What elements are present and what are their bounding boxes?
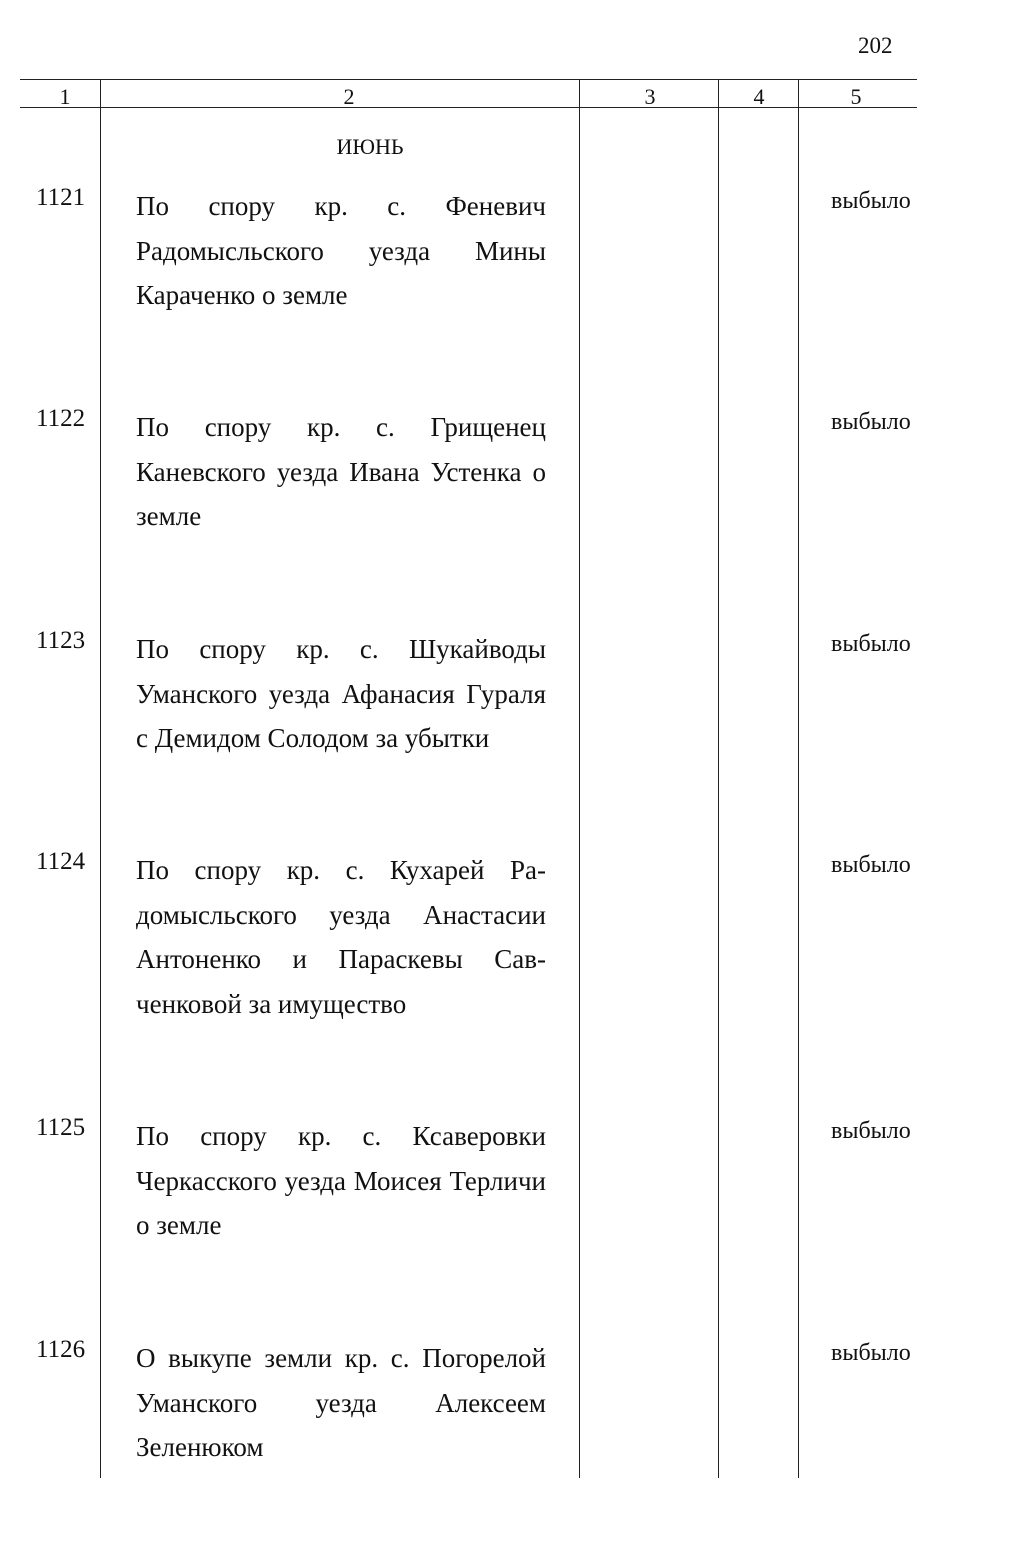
- entry-status: выбыло: [831, 188, 911, 214]
- entry-number: 1124: [36, 848, 86, 875]
- entry-description: [136, 184, 546, 318]
- entry-status: выбыло: [831, 1340, 911, 1366]
- entry-line: Караченко о земле: [136, 280, 348, 310]
- table-header-rule: [20, 107, 917, 108]
- entry-line: По спору кр. с. Кухарей Ра-: [136, 855, 546, 885]
- table-row: [0, 184, 1024, 364]
- entry-line: с Демидом Солодом за убытки: [136, 723, 490, 753]
- entry-status: выбыло: [831, 852, 911, 878]
- entry-description: [136, 1114, 546, 1248]
- entry-line: По спору кр. с. Феневич: [136, 191, 546, 221]
- entry-line: Уманского уезда Афанасия Гураля: [136, 678, 546, 709]
- table-row: [0, 848, 1024, 1068]
- entry-number: 1123: [36, 627, 86, 654]
- entry-number: 1126: [36, 1336, 86, 1363]
- entry-description: [136, 627, 546, 761]
- page-number: 202: [858, 33, 893, 58]
- entry-line: Антоненко и Параскевы Сав-: [136, 944, 546, 974]
- table-row: [0, 405, 1024, 585]
- entry-line: ченковой за имущество: [136, 988, 407, 1019]
- entry-number: 1121: [36, 184, 86, 211]
- table-top-rule: [20, 79, 917, 80]
- column-header-2: 2: [343, 84, 355, 109]
- table-row: [0, 1336, 1024, 1516]
- column-header-1: 1: [59, 84, 71, 109]
- entry-line: домысльского уезда Анастасии: [136, 899, 546, 930]
- entry-description: [136, 405, 546, 539]
- entry-line: о земле: [136, 1210, 222, 1240]
- month-heading: ИЮНЬ: [336, 134, 404, 159]
- column-header-5: 5: [850, 84, 862, 109]
- entry-line: По спору кр. с. Ксаверовки: [136, 1121, 546, 1151]
- column-header-4: 4: [753, 84, 765, 109]
- entry-number: 1122: [36, 405, 86, 432]
- entry-description: [136, 848, 546, 1026]
- entry-line: Каневского уезда Ивана Устенка о: [136, 456, 546, 487]
- entry-line: О выкупе земли кр. с. Погорелой: [136, 1343, 546, 1373]
- entry-line: Радомысльского уезда Мины: [136, 235, 546, 266]
- table-row: [0, 627, 1024, 807]
- column-header-3: 3: [644, 84, 656, 109]
- entry-number: 1125: [36, 1114, 86, 1141]
- entry-status: выбыло: [831, 631, 911, 657]
- entry-line: Черкасского уезда Моисея Терличи: [136, 1165, 546, 1196]
- table-row: [0, 1114, 1024, 1294]
- entry-status: выбыло: [831, 1118, 911, 1144]
- entry-line: По спору кр. с. Шукайводы: [136, 634, 546, 664]
- entry-line: Уманского уезда Алексеем: [136, 1387, 546, 1418]
- entry-description: [136, 1336, 546, 1470]
- entry-line: По спору кр. с. Грищенец: [136, 412, 546, 442]
- entry-line: Зеленюком: [136, 1432, 264, 1462]
- entry-line: земле: [136, 501, 202, 531]
- entry-status: выбыло: [831, 409, 911, 435]
